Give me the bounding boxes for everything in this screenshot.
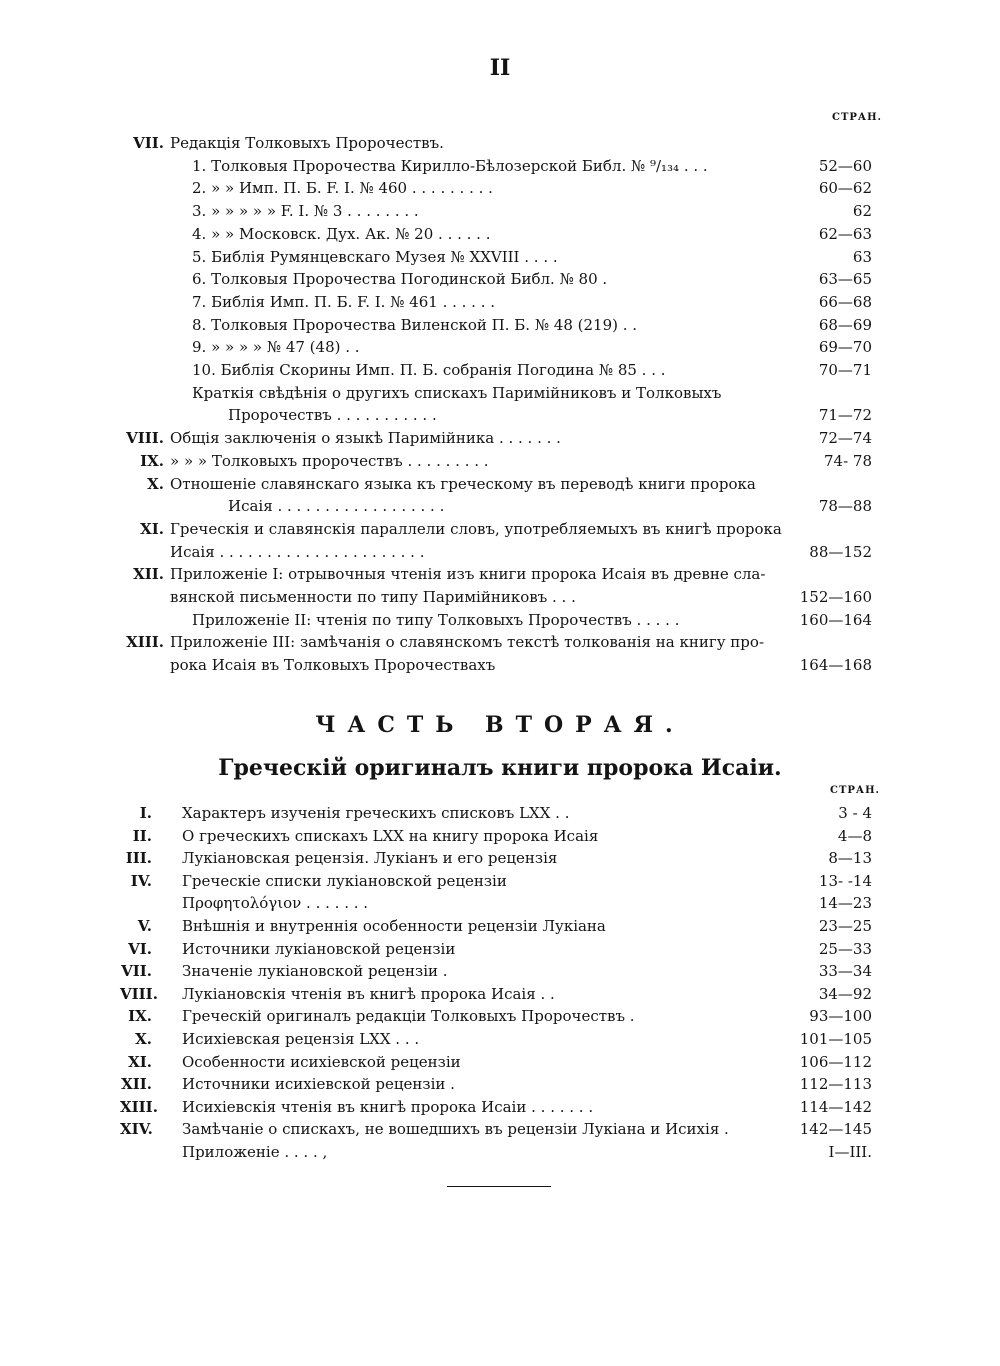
page-range: 114—142 [799,1097,872,1116]
entry-title: Исаія . . . . . . . . . . . . . . . . . . . . . . [170,542,425,561]
page-range: 33—34 [818,962,872,981]
toc-row [120,132,872,154]
section-number: IX. [140,451,164,470]
page-range: 69—70 [818,338,872,357]
toc-row [120,495,872,517]
entry-title: Отношеніе славянскаго языка къ греческому въ переводѣ книги пророка [170,474,756,493]
toc-row [120,427,872,449]
page-range: 34—92 [818,984,872,1003]
entry-title: 10. Библія Скорины Имп. П. Б. собранія Погодина № 85 . . . [192,361,666,379]
page-range: 160—164 [799,610,872,629]
entry-title: Характеръ изученія греческихъ списковъ LXX . . [182,804,570,822]
entry-title: Внѣшнія и внутреннія особенности рецензіи Лукіана [182,917,606,935]
page-range: 70—71 [818,361,872,379]
entry-title: 4. » » Московск. Дух. Ак. № 20 . . . . . . [192,224,491,243]
toc-row [120,631,872,653]
page-range: 14—23 [818,894,872,913]
entry-title: Замѣчаніе о спискахъ, не вошедшихъ въ рецензіи Лукіана и Исихія . [182,1120,729,1139]
toc-row [120,200,872,222]
entry-title: Особенности исихіевской рецензіи [182,1052,461,1071]
section-number: VIII. [126,429,164,448]
entry-title: Краткія свѣдѣнія о другихъ спискахъ Паримійниковъ и Толковыхъ [192,383,722,402]
toc-row [120,802,872,824]
page-range: 164—168 [799,656,872,675]
toc-row [120,1005,872,1027]
page-range: I—III. [828,1143,872,1161]
closing-rule [447,1186,551,1187]
page-range: 25—33 [818,939,872,958]
column-header: СТРАН. [830,785,880,796]
page-range: 68—69 [818,315,872,334]
entry-title: О греческихъ спискахъ LXX на книгу пророка Исаія [182,826,599,845]
toc-row [120,1073,872,1095]
entry-title: Греческій оригиналъ редакціи Толковыхъ Пророчествъ . [182,1007,635,1026]
entry-title: Προφητολόγιον . . . . . . . [182,894,369,913]
page-range: 152—160 [799,588,872,606]
page-number: II [489,55,511,81]
toc-row [120,246,872,268]
page-range: 112—113 [799,1075,872,1094]
column-header: СТРАН. [832,112,882,123]
toc-row [120,609,872,631]
page-range: 66—68 [818,292,872,311]
page-range: 4—8 [837,826,872,845]
entry-title: Приложеніе . . . . , [182,1143,328,1161]
section-number: V. [137,917,152,935]
entry-title: 3. » » » » » F. I. № 3 . . . . . . . . [192,202,419,221]
entry-title: вянской письменности по типу Паримійниковъ . . . [170,588,576,606]
entry-title: Источники лукіановской рецензіи [182,939,456,958]
entry-title: 9. » » » » № 47 (48) . . [192,338,360,357]
section-number: X. [147,474,164,493]
page-range: 63—65 [818,270,872,289]
page-range: 52—60 [818,156,872,175]
toc-row [120,541,872,563]
toc-row [120,870,872,892]
page-range: 3 - 4 [838,804,872,822]
section-number: VII. [121,962,152,981]
section-number: XI. [128,1052,152,1071]
toc-row [120,1028,872,1050]
entry-title: Приложеніе III: замѣчанія о славянскомъ текстѣ толкованія на книгу про- [170,633,765,652]
entry-title: Греческіе списки лукіановской рецензіи [182,871,507,890]
toc-row [120,1141,872,1163]
entry-title: Исихіевскія чтенія въ книгѣ пророка Исаіи . . . . . . . [182,1097,594,1116]
entry-title: Значеніе лукіановской рецензіи . [182,962,448,981]
section-number: IX. [128,1007,152,1026]
section-number: XII. [133,565,164,584]
section-number: XI. [140,519,164,538]
entry-title: » » » Толковыхъ пророчествъ . . . . . . . . . [170,451,489,470]
section-number: IV. [130,871,152,890]
toc-row [120,654,872,676]
toc-row [120,1118,872,1140]
toc-row [120,359,872,381]
entry-title: 7. Библія Имп. П. Б. F. I. № 461 . . . . . . [192,292,496,311]
entry-title: Исаія . . . . . . . . . . . . . . . . . . [228,497,445,516]
page-range: 62—63 [818,224,872,243]
toc-row [120,518,872,540]
entry-title: 5. Библія Румянцевскаго Музея № XXVIII . . . . [192,247,558,266]
toc-row [120,314,872,336]
section-number: XII. [121,1075,152,1094]
entry-title: 2. » » Имп. П. Б. F. I. № 460 . . . . . . . . . [192,179,493,198]
page-range: 93—100 [809,1007,872,1026]
page-range: 62 [852,202,872,221]
page-range: 101—105 [799,1030,872,1048]
entry-title: 1. Толковыя Пророчества Кирилло-Бѣлозерской Библ. № ⁹/₁₃₄ . . . [192,156,708,175]
entry-title: Исихіевская рецензія LXX . . . [182,1030,420,1048]
entry-title: Редакція Толковыхъ Пророчествъ. [170,134,444,152]
section-number: II. [132,826,152,845]
page-range: 71—72 [818,406,872,425]
entry-title: Приложеніе II: чтенія по типу Толковыхъ Пророчествъ . . . . . [192,610,680,629]
toc-row [120,915,872,937]
page-range: 142—145 [799,1120,872,1139]
part-two-title: ЧАСТЬ ВТОРАЯ. [315,712,685,738]
section-number: VIII. [120,984,158,1003]
page-range: 8—13 [828,849,872,868]
section-number: XIV. [120,1120,153,1139]
toc-row [120,563,872,585]
section-number: XIII. [126,633,164,652]
page-range: 60—62 [818,179,872,198]
toc-row [120,586,872,608]
toc-row [120,404,872,426]
page-range: 88—152 [809,542,872,561]
toc-row [120,983,872,1005]
entry-title: Греческія и славянскія параллели словъ, употребляемыхъ въ книгѣ пророка [170,519,782,538]
toc-row [120,938,872,960]
entry-title: Общія заключенія о языкѣ Паримійника . . . . . . . [170,429,561,448]
toc-row [120,1051,872,1073]
toc-row [120,336,872,358]
entry-title: Источники исихіевской рецензіи . [182,1075,455,1094]
toc-row [120,450,872,472]
section-number: VII. [133,134,164,152]
page-range: 23—25 [818,917,872,935]
toc-row [120,847,872,869]
page-range: 78—88 [818,497,872,516]
toc-row [120,1096,872,1118]
section-number: VI. [128,939,152,958]
page-range: 106—112 [799,1052,872,1071]
toc-row [120,155,872,177]
toc-row [120,177,872,199]
toc-row [120,223,872,245]
section-number: XIII. [120,1097,158,1116]
entry-title: Приложеніе I: отрывочныя чтенія изъ книги пророка Исаія въ древне сла- [170,565,766,584]
entry-title: Лукіановскія чтенія въ книгѣ пророка Исаія . . [182,984,555,1003]
toc-row [120,382,872,404]
toc-row [120,825,872,847]
toc-row [120,960,872,982]
toc-row [120,291,872,313]
entry-title: 6. Толковыя Пророчества Погодинской Библ. № 80 . [192,270,608,289]
toc-row [120,268,872,290]
section-number: I. [139,804,152,822]
part-two-subtitle: Греческій оригиналъ книги пророка Исаіи. [218,755,782,781]
page-range: 72—74 [818,429,872,448]
section-number: III. [125,849,152,868]
toc-row [120,473,872,495]
page-range: 63 [852,247,872,266]
entry-title: Лукіановская рецензія. Лукіанъ и его рецензія [182,849,558,868]
page-range: 74- 78 [823,451,872,470]
toc-row [120,892,872,914]
entry-title: Пророчествъ . . . . . . . . . . . [228,406,437,425]
entry-title: рока Исаія въ Толковыхъ Пророчествахъ [170,656,496,675]
section-number: X. [135,1030,152,1048]
entry-title: 8. Толковыя Пророчества Виленской П. Б. № 48 (219) . . [192,315,638,334]
page-range: 13- -14 [818,871,872,890]
